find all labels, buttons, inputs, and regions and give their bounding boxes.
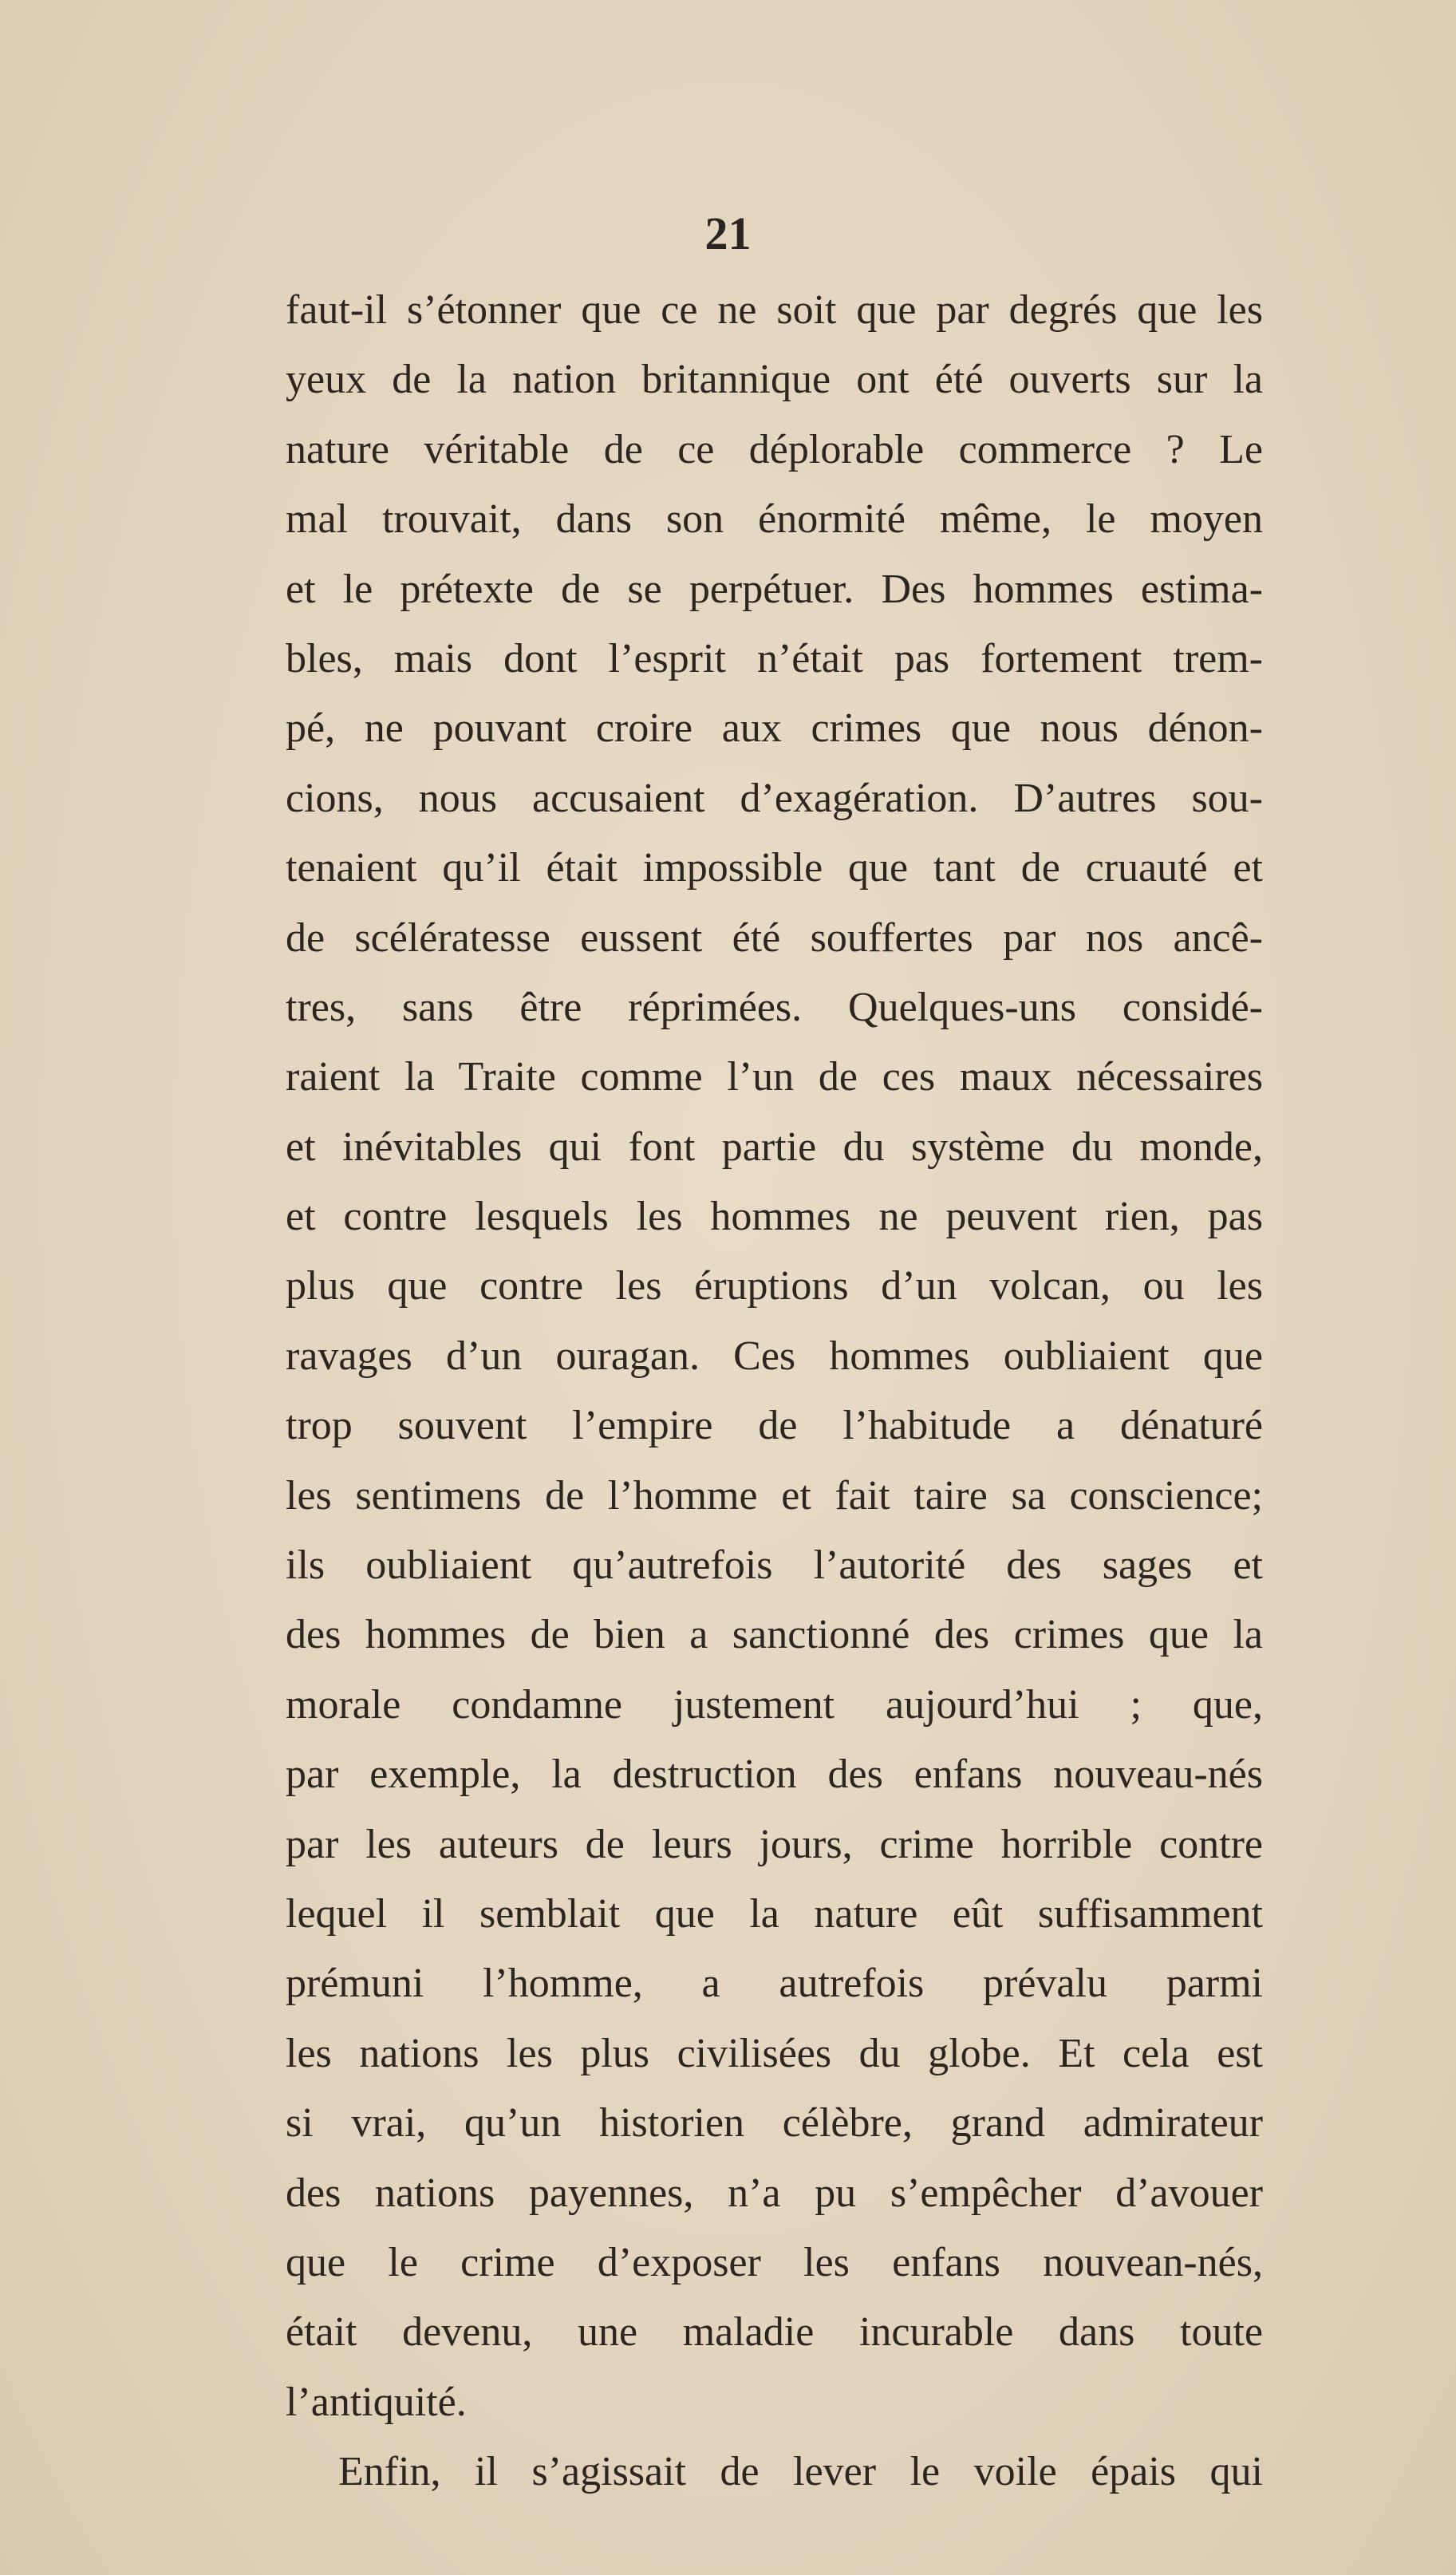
text-line: nature véritable de ce déplorable commerce ? Le [286,426,1263,472]
text-line: Enfin, il s’agissait de lever le voile épais qui [338,2449,1263,2495]
text-line: bles, mais dont l’esprit n’était pas fortement trem- [286,635,1263,681]
body-text [286,275,1263,2507]
text-line: tenaient qu’il était impossible que tant de cruauté et [286,845,1263,891]
text-line: les nations les plus civilisées du globe. Et cela est [286,2030,1263,2076]
text-line: raient la Traite comme l’un de ces maux nécessaires [286,1054,1263,1100]
text-line: par les auteurs de leurs jours, crime horrible contre [286,1821,1263,1867]
text-line: plus que contre les éruptions d’un volcan, ou les [286,1263,1263,1309]
text-line: que le crime d’exposer les enfans nouvean-nés, [286,2239,1263,2285]
text-line: lequel il semblait que la nature eût suffisamment [286,1890,1263,1937]
text-line: des nations payennes, n’a pu s’empêcher d’avouer [286,2170,1263,2216]
text-line: mal trouvait, dans son énormité même, le moyen [286,496,1263,543]
text-line: prémuni l’homme, a autrefois prévalu parmi [286,1961,1263,2007]
text-line: faut-il s’étonner que ce ne soit que par degrés que les [286,287,1263,333]
text-line: l’antiquité. [286,2379,467,2425]
text-line: par exemple, la destruction des enfans nouveau-nés [286,1752,1263,1798]
text-line: ils oubliaient qu’autrefois l’autorité des sages et [286,1542,1263,1589]
text-line: et le prétexte de se perpétuer. Des hommes estima- [286,566,1263,612]
text-line: si vrai, qu’un historien célèbre, grand admirateur [286,2100,1263,2146]
text-line: pé, ne pouvant croire aux crimes que nous dénon- [286,705,1263,752]
text-line: trop souvent l’empire de l’habitude a dénaturé [286,1403,1263,1449]
text-line: cions, nous accusaient d’exagération. D’autres sou- [286,775,1263,821]
text-line: était devenu, une maladie incurable dans toute [286,2309,1263,2356]
text-line: morale condamne justement aujourd’hui ; que, [286,1681,1263,1728]
text-line: et inévitables qui font partie du système du monde, [286,1124,1263,1170]
page-number: 21 [704,207,752,259]
text-line: tres, sans être réprimées. Quelques-uns considé- [286,984,1263,1030]
text-line: de scélératesse eussent été souffertes par nos ancê- [286,914,1263,961]
text-line: yeux de la nation britannique ont été ouverts sur la [286,357,1263,403]
text-line: et contre lesquels les hommes ne peuvent rien, pas [286,1194,1263,1240]
text-line: ravages d’un ouragan. Ces hommes oubliaient que [286,1333,1263,1379]
text-line: les sentimens de l’homme et fait taire sa conscience; [286,1472,1263,1519]
text-line: des hommes de bien a sanctionné des crimes que la [286,1612,1263,1658]
